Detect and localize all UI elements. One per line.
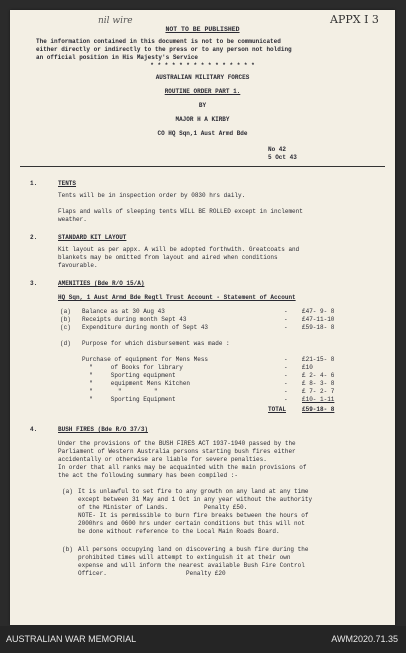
purpose-amount: £ 7- 2- 7 xyxy=(302,388,335,395)
account-row-label: Expenditure during month of Sept 43 xyxy=(82,324,209,331)
account-row-key: (c) xyxy=(60,324,71,331)
header-divider xyxy=(20,166,385,167)
document-page xyxy=(10,10,395,625)
account-row-key: (b) xyxy=(60,316,71,323)
section-2-line: Kit layout as per appx. A will be adopted forthwith. Greatcoats and xyxy=(58,246,300,253)
account-row-dash: - xyxy=(284,308,288,315)
purpose-dash: - xyxy=(284,396,288,403)
purpose-amount: £10- 1-11 xyxy=(302,396,335,403)
clause-b-line: prohibited times will attempt to extinguish it at their own xyxy=(78,554,291,561)
purpose-key: (d) xyxy=(60,340,71,347)
clause-b-key: (b) xyxy=(62,546,73,553)
purpose-title: Purpose for which disbursement was made : xyxy=(82,340,230,347)
section-4-number: 4. xyxy=(30,426,38,433)
notice-line-1: The information contained in this document is not to be communicated xyxy=(36,38,281,45)
order-date: 5 Oct 43 xyxy=(268,154,297,161)
star-divider: * * * * * * * * * * * * * * * xyxy=(150,62,255,69)
clause-b-line: expense and will inform the nearest available Bush Fire Control xyxy=(78,562,305,569)
section-1-line: Tents will be in inspection order by 0830 hrs daily. xyxy=(58,192,246,199)
force-name: AUSTRALIAN MILITARY FORCES xyxy=(155,74,250,81)
notice-line-3: an official position in His Majesty's Service xyxy=(36,54,199,61)
clause-b-line: All persons occupying land on discovering a bush fire during the xyxy=(78,546,309,553)
account-row-key: (a) xyxy=(60,308,71,315)
purpose-label: Purchase of equipment for Mens Mess xyxy=(82,356,209,363)
section-2-title: STANDARD KIT LAYOUT xyxy=(58,234,127,241)
purpose-dash: - xyxy=(284,372,288,379)
section-4-intro-line: Under the provisions of the BUSH FIRES ACT 1937-1940 passed by the xyxy=(58,440,296,447)
handwritten-note: nil wire xyxy=(98,16,133,26)
account-title: HQ Sqn, 1 Aust Armd Bde Regtl Trust Account - Statement of Account xyxy=(58,294,296,301)
account-row-dash: - xyxy=(284,316,288,323)
section-2-line: favourable. xyxy=(58,262,98,269)
purpose-dash: - xyxy=(284,380,288,387)
total-amount: £59-18- 8 xyxy=(302,406,335,413)
purpose-amount: £ 2- 4- 6 xyxy=(302,372,335,379)
purpose-label: " Sporting equipment xyxy=(82,372,176,379)
section-4-intro-line: accidentally or otherwise are liable for severe penalties. xyxy=(58,456,267,463)
section-4-intro-line: Parliament of Western Australia persons starting bush fires either xyxy=(58,448,296,455)
section-1-number: 1. xyxy=(30,180,38,187)
section-4-intro-line: the act the following summary has been compiled :- xyxy=(58,472,239,479)
clause-a-line: of the Minister of Lands. Penalty £50. xyxy=(78,504,248,511)
account-row-label: Receipts during month Sept 43 xyxy=(82,316,187,323)
total-label: TOTAL xyxy=(268,406,287,413)
account-row-label: Balance as at 30 Aug 43 xyxy=(82,308,165,315)
command-line: CO HQ Sqn,1 Aust Armd Bde xyxy=(157,130,248,137)
section-3-number: 3. xyxy=(30,280,38,287)
section-1-line: Flaps and walls of sleeping tents WILL BE ROLLED except in inclement xyxy=(58,208,303,215)
section-1-line: weather. xyxy=(58,216,87,223)
classification-heading: NOT TO BE PUBLISHED xyxy=(165,26,240,33)
purpose-label: " " " xyxy=(82,388,158,395)
account-row-amount: £47-11-10 xyxy=(302,316,335,323)
clause-a-line: It is unlawful to set fire to any growth on any land at any time xyxy=(78,488,309,495)
source-label: AUSTRALIAN WAR MEMORIAL xyxy=(6,634,137,644)
section-4-intro-line: In order that all ranks may be acquainted with the main provisions of xyxy=(58,464,307,471)
purpose-label: " equipment Mens Kitchen xyxy=(82,380,191,387)
clause-b-line: Officer. Penalty £20 xyxy=(78,570,226,577)
clause-a-line: NOTE- It is permissible to burn fire breaks between the hours of xyxy=(78,512,309,519)
account-row-amount: £59-18- 8 xyxy=(302,324,335,331)
orders-title: ROUTINE ORDER PART 1. xyxy=(164,88,241,95)
purpose-amount: £ 8- 3- 8 xyxy=(302,380,335,387)
by-label: BY xyxy=(198,102,207,109)
section-2-line: blankets may be omitted from layout and aired when conditions xyxy=(58,254,278,261)
clause-a-line: except between 31 May and 1 Oct in any year without the authority xyxy=(78,496,313,503)
section-2-number: 2. xyxy=(30,234,38,241)
purpose-amount: £10 xyxy=(302,364,313,371)
clause-a-line: 2000hrs and 0600 hrs under certain conditions but this will not xyxy=(78,520,305,527)
purpose-dash: - xyxy=(284,364,288,371)
purpose-dash: - xyxy=(284,388,288,395)
appendix-annotation: APPX I 3 xyxy=(330,13,379,26)
section-3-title: AMENITIES (Bde R/O 15/A) xyxy=(58,280,145,287)
clause-a-line: be done without reference to the Local Main Roads Board. xyxy=(78,528,280,535)
purpose-label: " of Books for library xyxy=(82,364,183,371)
section-1-title: TENTS xyxy=(58,180,77,187)
section-4-title: BUSH FIRES (Bde R/O 37/3) xyxy=(58,426,149,433)
purpose-label: " Sporting Equipment xyxy=(82,396,176,403)
archive-footer xyxy=(0,626,406,653)
officer-name: MAJOR H A KIRBY xyxy=(175,116,230,123)
order-number: No 42 xyxy=(268,146,287,153)
account-row-dash: - xyxy=(284,324,288,331)
account-row-amount: £47- 9- 8 xyxy=(302,308,335,315)
clause-a-key: (a) xyxy=(62,488,73,495)
purpose-amount: £21-15- 8 xyxy=(302,356,335,363)
purpose-dash: - xyxy=(284,356,288,363)
notice-line-2: either directly or indirectly to the press or to any person not holding xyxy=(36,46,292,53)
reference-number: AWM2020.71.35 xyxy=(331,634,398,644)
